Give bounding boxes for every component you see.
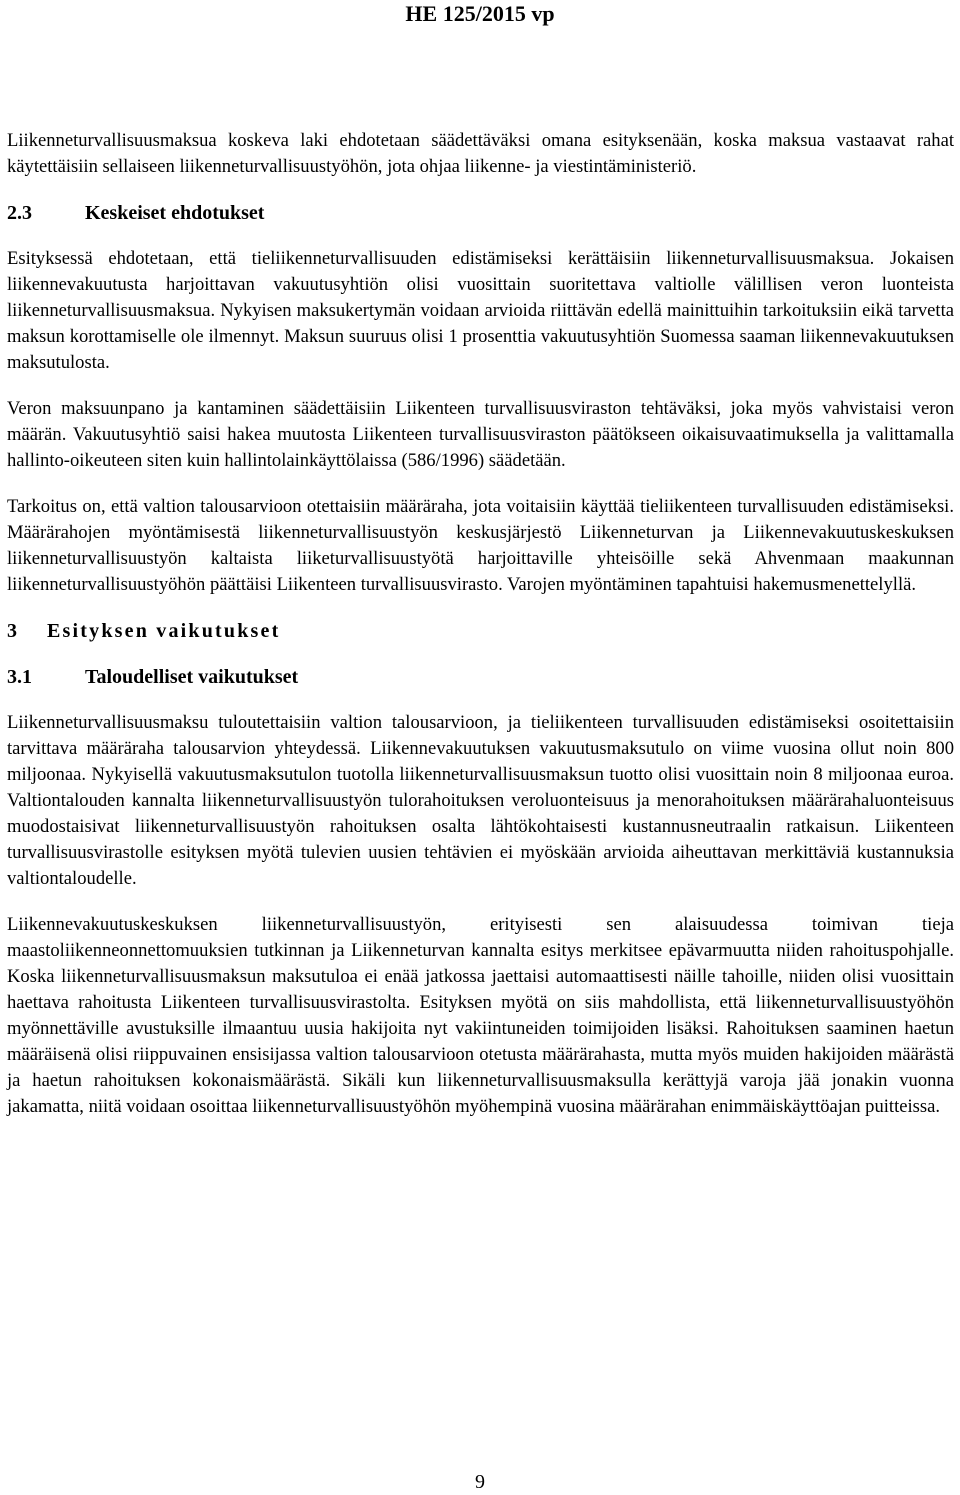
section-title: Keskeiset ehdotukset (85, 202, 265, 224)
paragraph-financial-effects: Liikenneturvallisuusmaksu tuloutettaisiin valtion talousarvioon, ja tieliikenteen turvallisuuden edistämiseksi osoitettaisiin tarvittava määräraha talousarvion yhteydessä. Liikennevakuutuksen vakuutusmaksutulo on viime vuosina ollut noin 800 miljoonaa. Nykyisellä vakuutusmaksutulon tuotolla liikenneturvallisuusmaksun tuotto olisi vuosittain noin 8 miljoonaa euroa. Valtiontalouden kannalta liikenneturvallisuustyön tulorahoituksen veroluonteisuus ja menorahoituksen määrärahaluonteisuus muodostaisivat liikenneturvallisuustyön rahoituksen osalta lähtökohtaisesti kustannusneutraalin ratkaisun. Liikenteen turvallisuusvirastolle esityksen myötä tulevien uusien tehtävien ei myöskään arvioida aiheuttavan merkittäviä kustannuksia valtiontaloudelle. (7, 712, 954, 889)
section-heading-3-1 (7, 664, 954, 690)
section-number: 3.1 (7, 666, 32, 688)
document-body (7, 128, 954, 1120)
paragraph-tax-collection: Veron maksuunpano ja kantaminen säädettäisiin Liikenteen turvallisuusviraston tehtäväksi, joka myös vahvistaisi veron määrän. Vakuutusyhtiö saisi hakea muutosta Liikenteen turvallisuusviraston päätökseen oikaisuvaatimuksella ja valittamalla hallinto-oikeuteen siten kuin hallintolainkäyttölaissa (586/1996) säädetään. (7, 398, 954, 471)
paragraph-purpose: Tarkoitus on, että valtion talousarvioon otettaisiin määräraha, jota voitaisiin käyttää tieliikenteen turvallisuuden edistämiseksi. Määrärahojen myöntämisestä liikenneturvallisuustyön keskusjärjestö Liikenneturvan ja Liikennevakuutuskeskuksen liikenneturvallisuustyön kaltaista liiketurvallisuustyötä harjoittaville yhteisöille sekä Ahvenmaan maakunnan liikenneturvallisuustyöhön päättäisi Liikenteen turvallisuusvirasto. Varojen myöntäminen tapahtuisi hakemusmenettelyllä. (7, 496, 954, 595)
paragraph-funding-uncertainty: Liikennevakuutuskeskuksen liikenneturvallisuustyön, erityisesti sen alaisuudessa toimivan tieja maastoliikenneonnettomuuksien tutkinnan ja Liikenneturvan kannalta esitys merkitsee epävarmuutta niiden rahoituspohjalle. Koska liikenneturvallisuusmaksun maksutuloa ei enää jatkossa jaettaisi automaattisesti näille tahoille, niiden olisi vuosittain haettava rahoitusta Liikenteen turvallisuusvirastolta. Esityksen myötä on siis mahdollista, että liikenneturvallisuustyöhön myönnettäville avustuksille ilmaantuu uusia hakijoita nyt vakiintuneiden toimijoiden lisäksi. Rahoituksen saaminen haetun määräisenä olisi riippuvainen ensisijassa valtion talousarvioon otetusta määrärahasta, mutta myös muiden hakijoiden määrästä ja haetun rahoituksen kokonaismäärästä. Sikäli kun liikenneturvallisuusmaksulla kerättyjä varoja jää jonakin vuonna jakamatta, niitä voidaan osoittaa liikenneturvallisuustyöhön myöhempinä vuosina määrärahan enimmäiskäyttöajan puitteissa. (7, 914, 954, 1117)
section-number: 2.3 (7, 202, 32, 224)
section-heading-2-3 (7, 200, 954, 226)
paragraph-proposal: Esityksessä ehdotetaan, että tieliikenneturvallisuuden edistämiseksi kerättäisiin liikenneturvallisuusmaksua. Jokaisen liikennevakuutusta harjoittavan vakuutusyhtiön olisi vuosittain suoritettava valtiolle välillisen veron luonteista liikenneturvallisuusmaksua. Nykyisen maksukertymän voidaan arvioida riittävän edellä mainittuihin tarkoituksiin eikä tarvetta maksun korottamiselle ole ilmennyt. Maksun suuruus olisi 1 prosenttia vakuutusyhtiön Suomessa saaman liikennevakuutuksen maksutulosta. (7, 248, 954, 373)
section-heading-3 (7, 618, 954, 644)
section-number: 3 (7, 620, 17, 642)
page-number: 9 (475, 1471, 485, 1493)
section-title: Taloudelliset vaikutukset (85, 666, 299, 688)
paragraph-intro: Liikenneturvallisuusmaksua koskeva laki ehdotetaan säädettäväksi omana esityksenään, koska maksua vastaavat rahat käytettäisiin sellaiseen liikenneturvallisuustyöhön, jota ohjaa liikenne- ja viestintäministeriö. (7, 130, 954, 177)
page-header: HE 125/2015 vp (405, 1, 555, 26)
section-title: Esityksen vaikutukset (47, 620, 281, 642)
